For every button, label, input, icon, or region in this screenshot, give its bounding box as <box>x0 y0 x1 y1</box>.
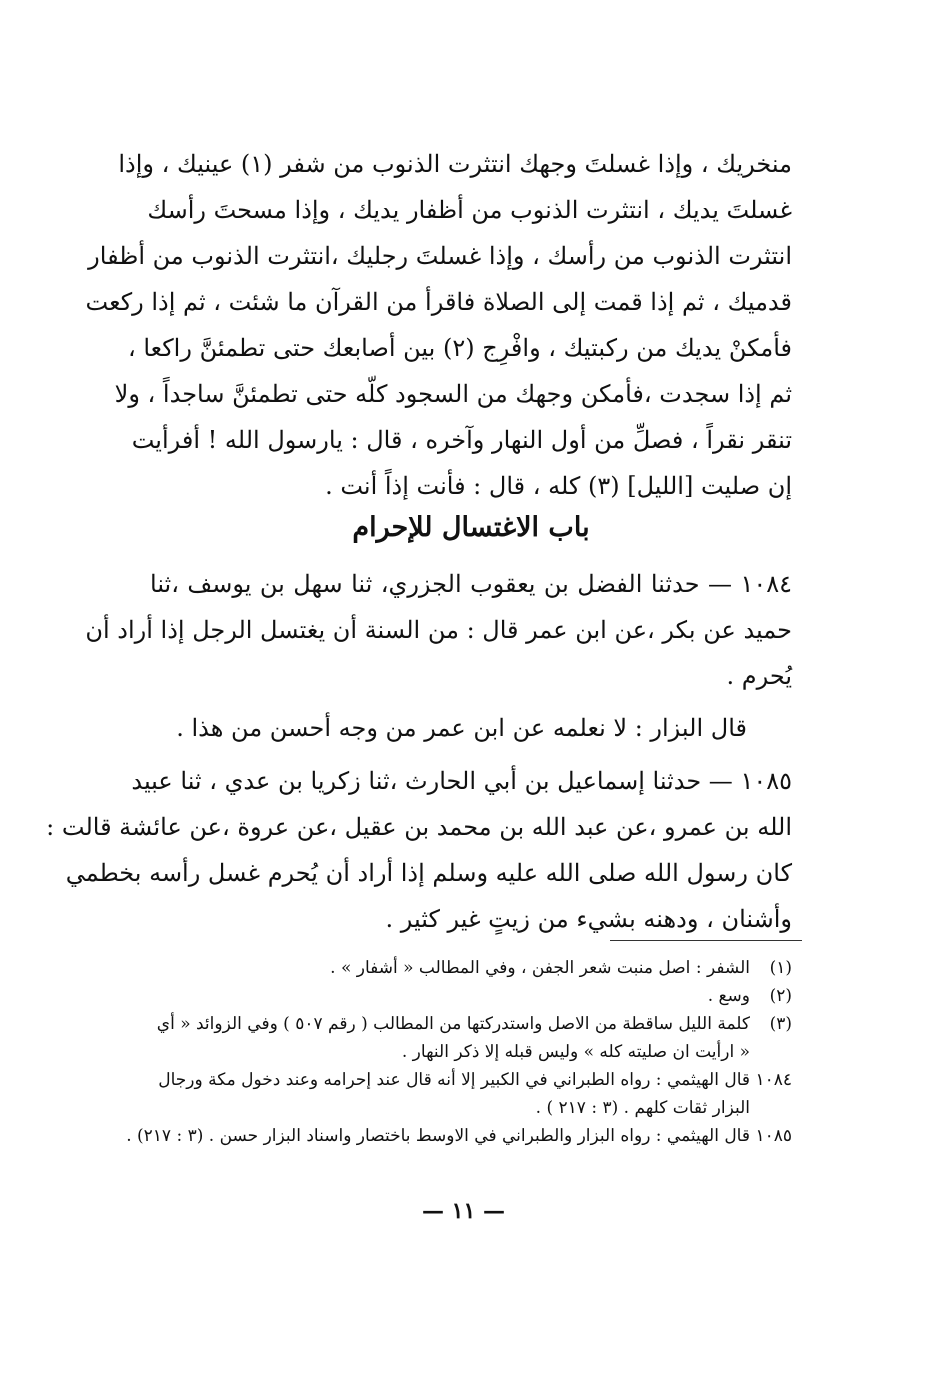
footnote-text: وسع . <box>707 986 750 1006</box>
footnote-text: البزار ثقات كلهم . (٣ : ٢١٧ ) . <box>535 1098 750 1118</box>
footnote-number: (١) <box>769 958 792 978</box>
footnote-number: ١٠٨٥ <box>755 1126 792 1146</box>
footnote-continuation <box>150 1039 792 1067</box>
text-line: يُحرم . <box>726 662 792 690</box>
text-line: انتثرت الذنوب من رأسك ، وإذا غسلتَ رجليك ،انتثرت الذنوب من أظفار <box>88 242 792 270</box>
footnote <box>126 1123 792 1151</box>
text-line: وأشنان ، ودهنه بشيء من زيتٍ غير كثير . <box>385 905 792 933</box>
text-line: تنقر نقراً ، فصلِّ من أول النهار وآخره ، قال : يارسول الله ! أفرأيت <box>131 426 792 454</box>
text-line: ١٠٨٤ — حدثنا الفضل بن يعقوب الجزري، ثنا سهل بن يوسف ،ثنا <box>150 570 792 598</box>
footnote <box>150 1067 792 1095</box>
paragraph-continuation <box>85 148 792 516</box>
footnote <box>150 983 792 1011</box>
footnote-text: قال الهيثمي : رواه الطبراني في الكبير إلا أنه قال عند إحرامه وعند دخول مكة ورجال <box>158 1070 750 1090</box>
footnote-text: « ارأيت ان صليته كله » وليس قبله إلا ذكر النهار . <box>401 1042 750 1062</box>
footnote-number: (٢) <box>769 986 792 1006</box>
text-line: ثم إذا سجدت ،فأمكن وجهك من السجود كلّه حتى تطمئنَّ ساجداً ، ولا <box>114 380 792 408</box>
bazzar-comment <box>150 712 747 758</box>
hadith-1084 <box>85 568 792 706</box>
text-line: كان رسول الله صلى الله عليه وسلم إذا أراد أن يُحرم غسل رأسه بخطمي <box>65 859 792 887</box>
text-line: منخريك ، وإذا غسلتَ وجهك انتثرت الذنوب من شفر (١) عينيك ، وإذا <box>118 150 792 178</box>
text-line: حميد عن بكر ،عن ابن عمر قال : من السنة أن يغتسل الرجل إذا أراد أن <box>85 616 792 644</box>
footnotes <box>126 955 792 1151</box>
text-line: إن صليت [الليل] (٣) كله ، قال : فأنت إذاً أنت . <box>325 472 792 500</box>
text-line: قدميك ، ثم إذا قمت إلى الصلاة فاقرأ من القرآن ما شئت ، ثم إذا ركعت <box>85 288 792 316</box>
page-number: — ١١ — <box>422 1198 505 1224</box>
footnote <box>150 955 792 983</box>
text-line: غسلتَ يديك ، انتثرت الذنوب من أظفار يديك ، وإذا مسحتَ رأسك <box>147 196 792 224</box>
text-line: ١٠٨٥ — حدثنا إسماعيل بن أبي الحارث ،ثنا زكريا بن عدي ، ثنا عبيد <box>131 767 792 795</box>
footnote-separator <box>610 940 802 941</box>
footnote-continuation <box>150 1095 792 1123</box>
hadith-1085 <box>46 765 792 949</box>
footnote-number: ١٠٨٤ <box>755 1070 792 1090</box>
footnote-number: (٣) <box>769 1014 792 1034</box>
footnote <box>150 1011 792 1039</box>
footnote-text: قال الهيثمي : رواه البزار والطبراني في الاوسط باختصار واسناد البزار حسن . (٣ : ٢١٧) . <box>126 1126 750 1146</box>
section-heading: باب الاغتسال للإحرام <box>352 512 590 543</box>
footnote-text: الشفر : اصل منبت شعر الجفن ، وفي المطالب « أشفار » . <box>330 958 750 978</box>
text-line: فأمكنْ يديك من ركبتيك ، وافْرِج (٢) بين أصابعك حتى تطمئنَّ راكعا ، <box>127 334 792 362</box>
text-line: الله بن عمرو ،عن عبد الله بن محمد بن عقيل ،عن عروة ،عن عائشة قالت : <box>46 813 792 841</box>
text-line: قال البزار : لا نعلمه عن ابن عمر من وجه أحسن من هذا . <box>176 714 747 742</box>
footnote-text: كلمة الليل ساقطة من الاصل واستدركتها من المطالب ( رقم ٥٠٧ ) وفي الزوائد « أي <box>156 1014 750 1034</box>
